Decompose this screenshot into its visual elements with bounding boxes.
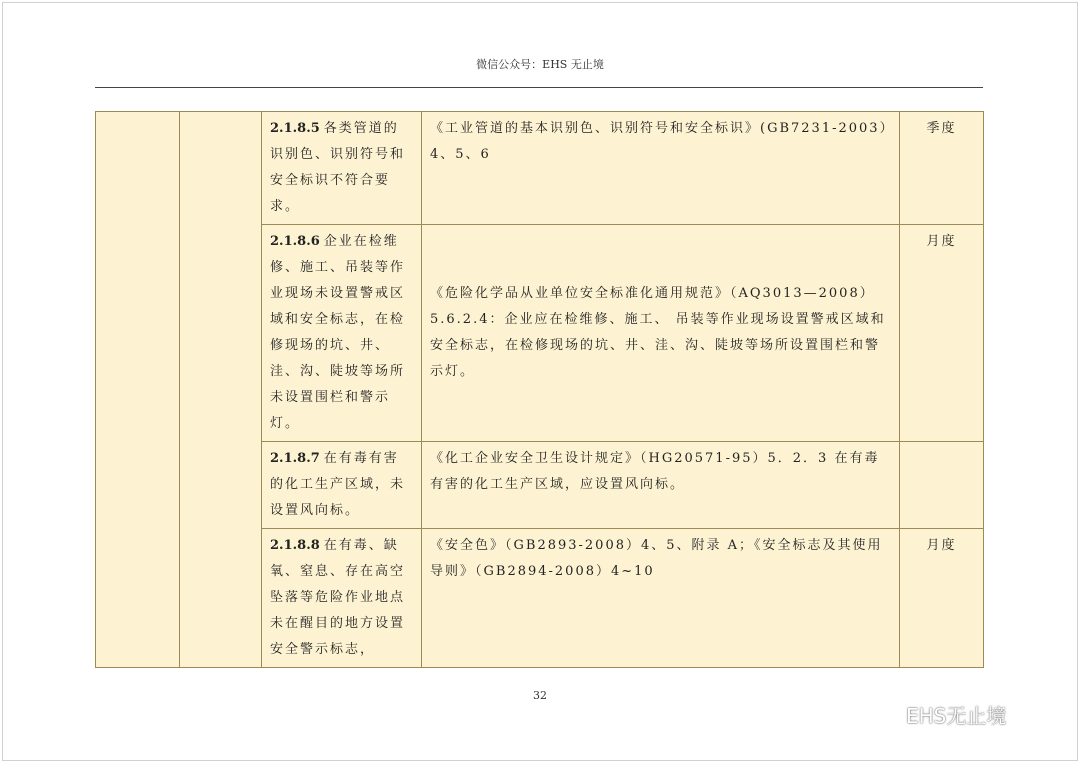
item-cell [262,225,422,442]
subcategory-cell [180,112,262,668]
page-number: 32 [533,689,547,702]
item-number: 2.1.8.8 [270,538,320,553]
table-row [96,112,984,225]
header-divider [95,87,983,88]
frequency-cell: 月度 [900,225,984,442]
document-page [2,2,1078,761]
frequency-cell [900,442,984,529]
item-cell [262,529,422,668]
item-number: 2.1.8.6 [270,234,320,249]
basis-cell: 《工业管道的基本识别色、识别符号和安全标识》(GB7231-2003）4、5、6 [422,112,900,225]
item-text: 各类管道的识别色、识别符号和安全标识不符合要求。 [270,121,406,214]
item-text: 企业在检维修、施工、吊装等作业现场未设置警戒区域和安全标志，在检修现场的坑、井、洼、沟、陡坡等场所未设置围栏和警示灯。 [270,234,406,431]
watermark [868,700,1006,729]
inspection-table [95,111,984,668]
item-cell [262,442,422,529]
frequency-cell: 季度 [900,112,984,225]
frequency-cell: 月度 [900,529,984,668]
basis-cell [422,225,900,442]
item-text: 在有毒有害的化工生产区域，未设置风向标。 [270,451,406,518]
basis-cell: 《化工企业安全卫生设计规定》（HG20571-95）5．2．3 在有毒有害的化工生产区域，应设置风向标。 [422,442,900,529]
item-cell [262,112,422,225]
page-header: 微信公众号：EHS 无止境 [476,58,604,71]
wechat-icon [868,702,900,728]
watermark-text: EHS无止境 [906,704,1007,728]
item-number: 2.1.8.5 [270,121,320,136]
basis-cell: 《安全色》（GB2893-2008）4、5、附录 A；《安全标志及其使用导则》（GB2894-2008）4~10 [422,529,900,668]
item-text: 在有毒、缺氧、窒息、存在高空坠落等危险作业地点未在醒目的地方设置安全警示标志， [270,538,406,657]
item-number: 2.1.8.7 [270,451,320,466]
basis-text: 《危险化学品从业单位安全标准化通用规范》（AQ3013—2008）5.6.2.4：企业应在检维修、施工、 吊装等作业现场设置警戒区域和安全标志，在检修现场的坑、井、洼、沟、陡坡等场所设置围栏和警示灯。 [430,286,886,379]
category-cell [96,112,180,668]
